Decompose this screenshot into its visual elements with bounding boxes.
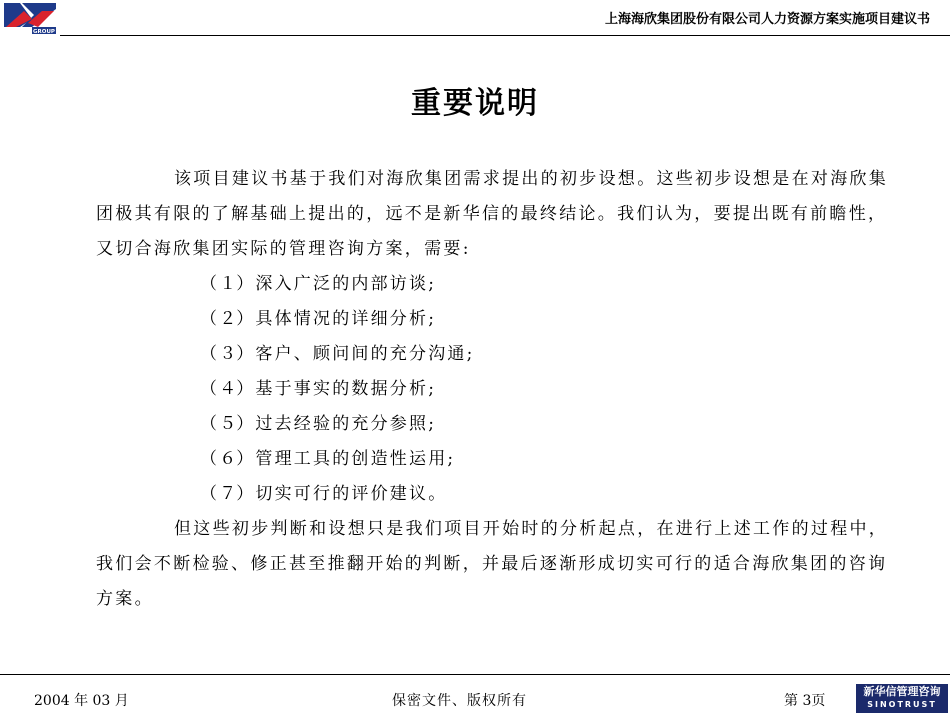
item-text: 深入广泛的内部访谈; — [255, 274, 437, 294]
item-text: 客户、顾问间的充分沟通; — [255, 344, 475, 364]
sinotrust-logo — [856, 684, 948, 713]
document-title: 上海海欣集团股份有限公司人力资源方案实施项目建议书 — [604, 12, 930, 27]
footer-date: 2004 年 03 月 — [34, 693, 129, 709]
item-number: ７ — [219, 484, 237, 504]
brand-name-cn: 新华信管理咨询 — [863, 685, 941, 698]
requirements-list — [96, 267, 896, 512]
list-item: （１）深入广泛的内部访谈; — [200, 274, 437, 294]
brand-name-en: SINOTRUST — [867, 700, 937, 709]
footer-divider — [0, 674, 950, 675]
item-number: ６ — [219, 449, 237, 469]
list-item: （３）客户、顾问间的充分沟通; — [200, 344, 475, 364]
list-item: （４）基于事实的数据分析; — [200, 379, 437, 399]
list-item: （６）管理工具的创造性运用; — [200, 449, 456, 469]
item-text: 基于事实的数据分析; — [255, 379, 437, 399]
header-divider — [60, 35, 950, 36]
page-title: 重要说明 — [411, 86, 539, 121]
item-text: 管理工具的创造性运用; — [255, 449, 456, 469]
list-item: （２）具体情况的详细分析; — [200, 309, 437, 329]
body-content — [96, 162, 896, 617]
item-number: １ — [219, 274, 237, 294]
item-text: 切实可行的评价建议。 — [255, 484, 448, 504]
closing-paragraph: 但这些初步判断和设想只是我们项目开始时的分析起点，在进行上述工作的过程中，我们会不断检验、修正甚至推翻开始的判断，并最后逐渐形成切实可行的适合海欣集团的咨询方案。 — [96, 519, 889, 609]
intro-paragraph: 该项目建议书基于我们对海欣集团需求提出的初步设想。这些初步设想是在对海欣集团极其有限的了解基础上提出的，远不是新华信的最终结论。我们认为，要提出既有前瞻性，又切合海欣集团实际的管理咨询方案，需要: — [96, 169, 889, 259]
page-number: 第 3页 — [784, 693, 826, 709]
item-number: ５ — [219, 414, 237, 434]
list-item: （５）过去经验的充分参照; — [200, 414, 437, 434]
logo-text: GROUP — [33, 29, 55, 35]
item-text: 过去经验的充分参照; — [255, 414, 437, 434]
item-number: ４ — [219, 379, 237, 399]
item-text: 具体情况的详细分析; — [255, 309, 437, 329]
item-number: ３ — [219, 344, 237, 364]
page-header — [0, 0, 950, 36]
list-item: （７）切实可行的评价建议。 — [200, 484, 448, 504]
confidentiality-notice: 保密文件、版权所有 — [392, 693, 527, 709]
company-logo — [2, 1, 58, 35]
item-number: ２ — [219, 309, 237, 329]
